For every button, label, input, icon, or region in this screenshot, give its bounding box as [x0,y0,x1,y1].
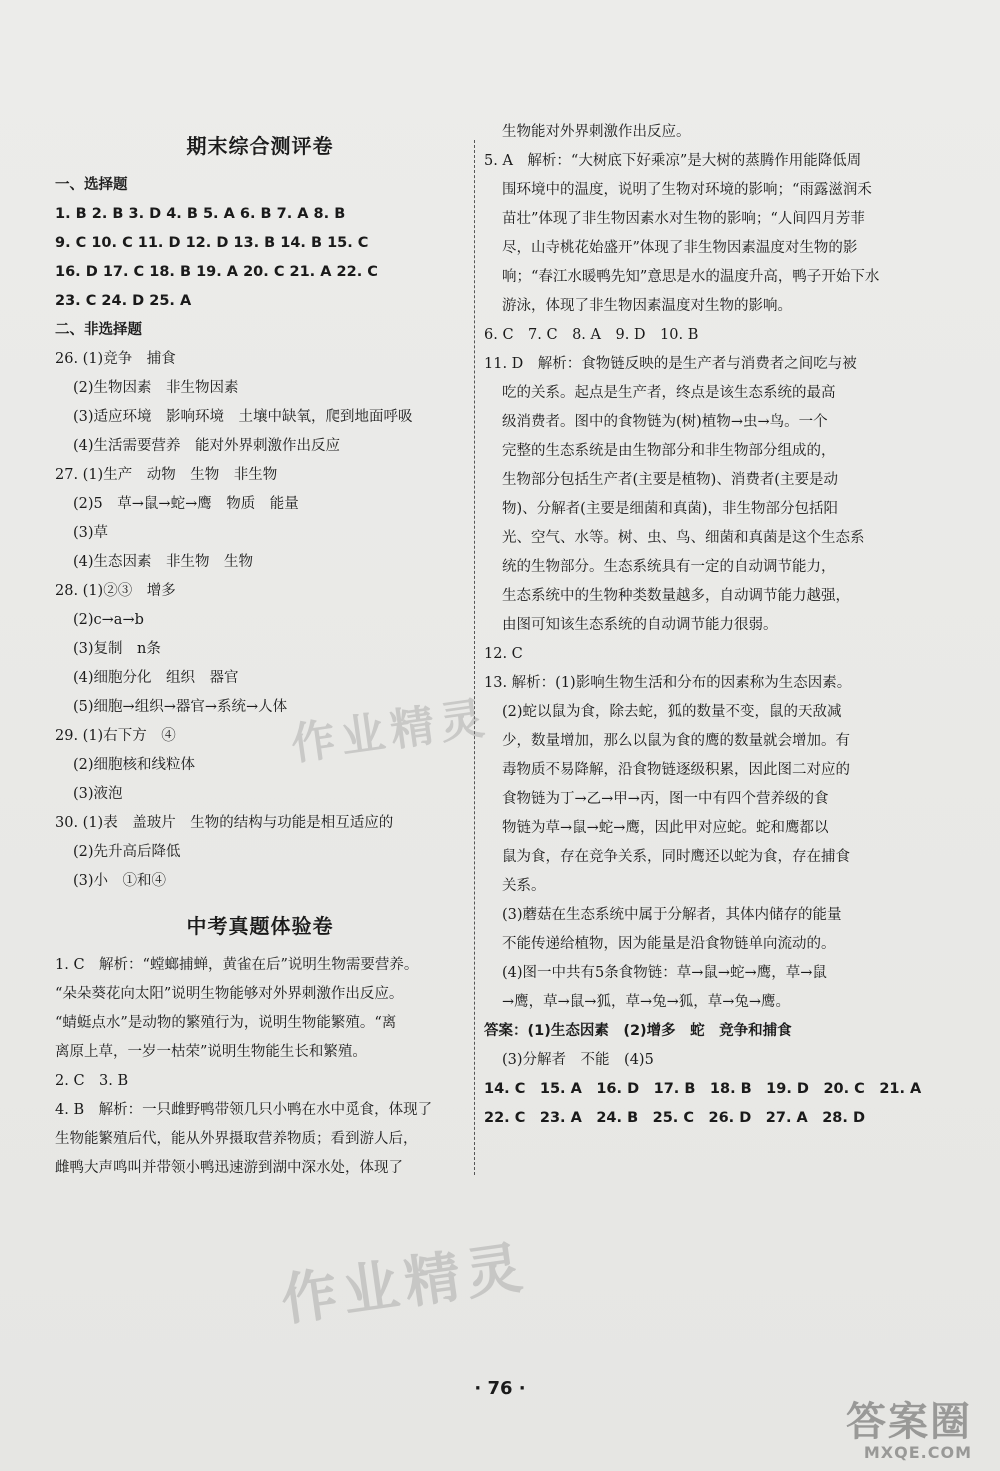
answer-line: 生物能对外界刺激作出反应。 [502,124,691,140]
answer-line: 生物能繁殖后代，能从外界摄取营养物质；看到游人后， [55,1131,418,1147]
answer-line: 6. C 7. C 8. A 9. D 10. B [484,327,699,343]
answer-line: (2)先升高后降低 [73,844,181,860]
answer-line: (4)图一中共有5条食物链：草→鼠→蛇→鹰，草→鼠 [502,965,827,981]
answer-line: (3)复制 n条 [73,641,161,657]
answer-line: 生物部分包括生产者(主要是植物)、消费者(主要是动 [502,472,838,488]
answer-line: 答案：(1)生态因素 (2)增多 蛇 竞争和捕食 [484,1023,792,1039]
site-logo-name: 答案圈 [846,1399,972,1445]
answer-line: 14. C 15. A 16. D 17. B 18. B 19. D 20. C 21. A [484,1081,922,1097]
answer-line: 雌鸭大声鸣叫并带领小鸭迅速游到湖中深水处，体现了 [55,1160,403,1176]
answer-line: 5. A 解析：“大树底下好乘凉”是大树的蒸腾作用能降低周 [484,153,862,169]
answer-line: 不能传递给植物，因为能量是沿食物链单向流动的。 [502,936,836,952]
answer-line: 食物链为丁→乙→甲→丙，图一中有四个营养级的食 [502,791,829,807]
answer-line: 16. D 17. C 18. B 19. A 20. C 21. A 22. C [55,264,378,280]
answer-line: (4)生活需要营养 能对外界刺激作出反应 [73,438,341,454]
answer-line: 物)、分解者(主要是细菌和真菌)，非生物部分包括阳 [502,501,838,517]
answer-line: 23. C 24. D 25. A [55,293,192,309]
answer-line: 关系。 [502,878,546,894]
answer-line: (2)5 草→鼠→蛇→鹰 物质 能量 [73,496,299,512]
answer-line: (3)分解者 不能 (4)5 [502,1052,654,1068]
answer-line: 完整的生态系统是由生物部分和非生物部分组成的， [502,443,836,459]
answer-line: 26. (1)竞争 捕食 [55,351,176,367]
answer-line: 苗壮”体现了非生物因素水对生物的影响；“人间四月芳菲 [502,211,865,227]
answer-line: (3)液泡 [73,786,123,802]
watermark: 作业精灵 [288,692,494,771]
left-column [55,118,465,1183]
section-heading-choice: 一、选择题 [55,177,128,193]
answer-line: (2)生物因素 非生物因素 [73,380,239,396]
answer-line: 离原上草，一岁一枯荣”说明生物能生长和繁殖。 [55,1044,367,1060]
answer-line: (3)蘑菇在生态系统中属于分解者，其体内储存的能量 [502,907,842,923]
answer-line: →鹰，草→鼠→狐，草→兔→狐，草→兔→鹰。 [502,994,791,1010]
answer-line: 毒物质不易降解，沿食物链逐级积累，因此图二对应的 [502,762,850,778]
answer-line: 物链为草→鼠→蛇→鹰，因此甲对应蛇。蛇和鹰都以 [502,820,829,836]
section-heading-nonchoice: 二、非选择题 [55,322,142,338]
answer-line: 2. C 3. B [55,1073,129,1089]
answer-line: 12. C [484,646,523,662]
answer-line: 围环境中的温度，说明了生物对环境的影响；“雨露滋润禾 [502,182,872,198]
answer-line: (2)蛇以鼠为食，除去蛇，狐的数量不变，鼠的天敌减 [502,704,842,720]
answer-line: 统的生物部分。生态系统具有一定的自动调节能力， [502,559,836,575]
answer-line: 游泳，体现了非生物因素温度对生物的影响。 [502,298,792,314]
right-column [484,118,922,1133]
answer-line: 29. (1)右下方 ④ [55,728,176,744]
answer-line: 鼠为食，存在竞争关系，同时鹰还以蛇为食，存在捕食 [502,849,850,865]
site-logo [846,1390,972,1462]
answer-line: 尽，山寺桃花始盛开”体现了非生物因素温度对生物的影 [502,240,858,256]
answer-line: “朵朵葵花向太阳”说明生物能够对外界刺激作出反应。 [55,986,404,1002]
answer-line: 30. (1)表 盖玻片 生物的结构与功能是相互适应的 [55,815,394,831]
watermark: 作业精灵 [277,1235,532,1334]
answer-line: 22. C 23. A 24. B 25. C 26. D 27. A 28. D [484,1110,865,1126]
answer-line: 吃的关系。起点是生产者，终点是该生态系统的最高 [502,385,836,401]
answer-line: (2)细胞核和线粒体 [73,757,196,773]
answer-line: 1. B 2. B 3. D 4. B 5. A 6. B 7. A 8. B [55,206,346,222]
answer-line: 28. (1)②③ 增多 [55,583,176,599]
answer-line: (4)细胞分化 组织 器官 [73,670,239,686]
answer-line: 4. B 解析：一只雌野鸭带领几只小鸭在水中觅食，体现了 [55,1102,433,1118]
answer-line: 11. D 解析：食物链反映的是生产者与消费者之间吃与被 [484,356,857,372]
answer-line: (5)细胞→组织→器官→系统→人体 [73,699,288,715]
answer-line: 光、空气、水等。树、虫、鸟、细菌和真菌是这个生态系 [502,530,865,546]
answer-line: (2)c→a→b [73,612,144,628]
section-title-exam: 中考真题体验卷 [186,914,334,938]
answer-line: 级消费者。图中的食物链为(树)植物→虫→鸟。一个 [502,414,828,430]
answer-line: 1. C 解析：“螳螂捕蝉，黄雀在后”说明生物需要营养。 [55,957,419,973]
answer-line: 由图可知该生态系统的自动调节能力很弱。 [502,617,778,633]
page-number: · 76 · [474,1378,526,1399]
answer-line: (3)草 [73,525,109,541]
answer-line: 9. C 10. C 11. D 12. D 13. B 14. B 15. C [55,235,369,251]
answer-line: “蜻蜓点水”是动物的繁殖行为，说明生物能繁殖。“离 [55,1015,397,1031]
answer-line: (3)小 ①和④ [73,873,167,889]
answer-line: 响；“春江水暖鸭先知”意思是水的温度升高，鸭子开始下水 [502,269,880,285]
answer-line: 少，数量增加，那么以鼠为食的鹰的数量就会增加。有 [502,733,850,749]
site-logo-url: MXQE.COM [863,1443,972,1462]
answer-line: (4)生态因素 非生物 生物 [73,554,254,570]
answer-line: (3)适应环境 影响环境 土壤中缺氧，爬到地面呼吸 [73,409,413,425]
answer-line: 27. (1)生产 动物 生物 非生物 [55,467,278,483]
answer-line: 生态系统中的生物种类数量越多，自动调节能力越强， [502,588,850,604]
column-divider [474,140,475,1175]
answer-line: 13. 解析：(1)影响生物生活和分布的因素称为生态因素。 [484,675,852,691]
section-title-final-test: 期末综合测评卷 [186,134,334,158]
